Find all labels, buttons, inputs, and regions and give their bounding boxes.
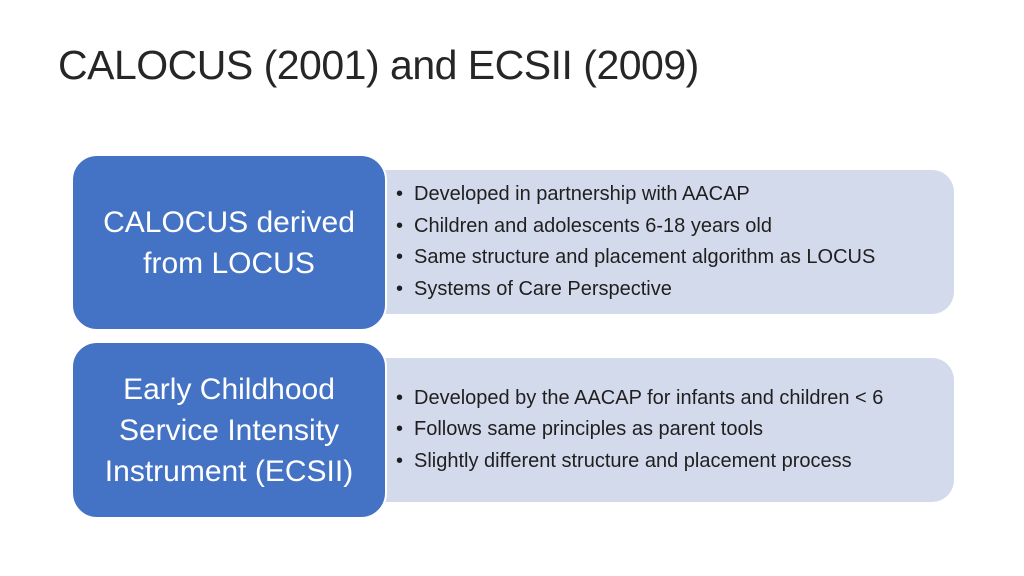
label-text-ecsii	[105, 369, 353, 492]
bullet-text: Same structure and placement algorithm as LOCUS	[414, 246, 876, 268]
bullet-item	[396, 242, 875, 274]
bullet-text: Follows same principles as parent tools	[414, 418, 764, 441]
bullet-list-ecsii	[396, 383, 883, 478]
bullet-item	[396, 274, 875, 306]
label-box-calocus	[71, 154, 387, 331]
label-line: Early Childhood	[123, 372, 335, 406]
label-line: CALOCUS derived	[103, 205, 355, 239]
bullet-text: Slightly different structure and placement process	[414, 449, 852, 472]
bullet-text: Children and adolescents 6-18 years old	[414, 214, 772, 237]
bullet-list-calocus	[396, 179, 875, 305]
bullet-item	[396, 179, 875, 211]
detail-box-ecsii	[360, 358, 954, 502]
bullet-glyph: •	[396, 418, 404, 441]
bullet-glyph: •	[396, 214, 404, 237]
bullet-item	[396, 414, 883, 446]
bullet-text: Developed in partnership with AACAP	[414, 183, 750, 205]
bullet-text: Systems of Care Perspective	[414, 277, 672, 300]
bullet-item	[396, 383, 883, 415]
bullet-item	[396, 211, 875, 243]
bullet-glyph: •	[396, 246, 404, 268]
bullet-item	[396, 446, 883, 478]
bullet-glyph: •	[396, 449, 404, 472]
label-text-calocus	[103, 202, 355, 284]
label-line: from LOCUS	[143, 246, 315, 280]
label-line: Service Intensity	[118, 413, 340, 447]
detail-box-calocus	[360, 170, 954, 314]
bullet-text: Developed by the AACAP for infants and children < 6	[414, 386, 884, 409]
bullet-glyph: •	[396, 277, 404, 300]
bullet-glyph: •	[396, 183, 404, 205]
label-line: Instrument (ECSII)	[104, 454, 354, 488]
slide-title: CALOCUS (2001) and ECSII (2009)	[58, 42, 699, 88]
label-box-ecsii	[71, 341, 387, 519]
bullet-glyph: •	[396, 386, 404, 409]
